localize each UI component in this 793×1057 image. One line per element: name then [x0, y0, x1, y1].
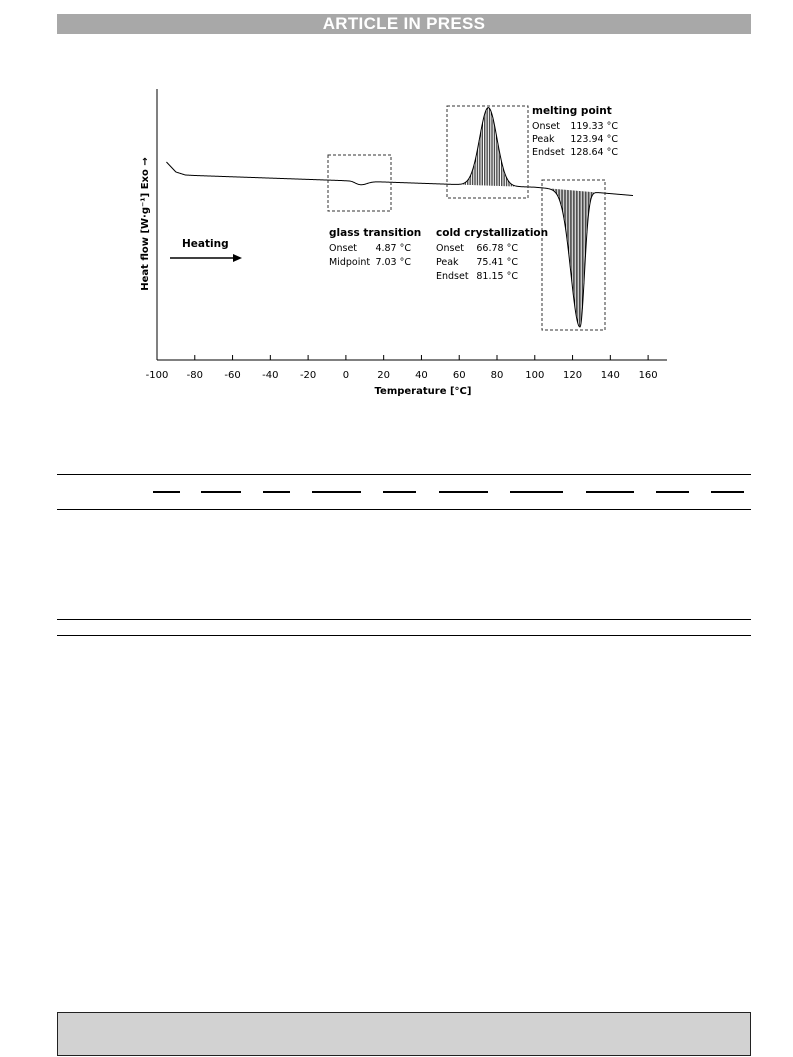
- table-subheader-rule: [711, 491, 744, 493]
- x-tick-label: 0: [342, 370, 350, 381]
- cc-onset-value: 66.78 °C: [476, 243, 518, 254]
- article-in-press-banner: ARTICLE IN PRESS: [57, 14, 751, 34]
- heating-label: Heating: [182, 238, 229, 250]
- gt-midpoint-value: 7.03 °C: [375, 257, 411, 268]
- x-tick-label: 60: [452, 370, 466, 381]
- mp-peak-label: Peak: [532, 134, 555, 145]
- x-axis-label: Temperature [°C]: [374, 386, 472, 397]
- glass-transition-title: glass transition: [329, 227, 422, 239]
- gt-midpoint-label: Midpoint: [329, 257, 371, 268]
- x-ticks: [157, 355, 648, 360]
- dsc-thermogram: [0, 0, 793, 420]
- cc-endset-value: 81.15 °C: [476, 271, 518, 282]
- table-top-rule: [57, 474, 751, 475]
- cc-peak-value: 75.41 °C: [476, 257, 518, 268]
- cold-crystallization-title: cold crystallization: [436, 227, 549, 239]
- table-subheader-rule: [383, 491, 416, 493]
- x-tick-label: -60: [224, 370, 241, 381]
- mp-endset-value: 128.64 °C: [570, 147, 618, 158]
- x-tick-label: 80: [490, 370, 504, 381]
- x-tick-label: 40: [415, 370, 428, 381]
- cc-onset-label: Onset: [436, 243, 465, 254]
- x-tick-label: -40: [262, 370, 279, 381]
- table-footnote-rule: [57, 635, 751, 636]
- table-subheader-rule: [439, 491, 488, 493]
- table-subheader-rule: [510, 491, 563, 493]
- table-bottom-rule: [57, 619, 751, 620]
- x-tick-label: -100: [145, 370, 169, 381]
- x-tick-label: 140: [600, 370, 620, 381]
- x-tick-labels: [146, 370, 658, 381]
- glass-transition-box: [328, 155, 391, 211]
- x-tick-label: 160: [638, 370, 658, 381]
- x-tick-label: -80: [186, 370, 203, 381]
- mp-endset-label: Endset: [532, 147, 565, 158]
- footer-citation-box: [57, 1012, 751, 1056]
- x-tick-label: 20: [377, 370, 391, 381]
- x-tick-label: 120: [563, 370, 583, 381]
- table-subheader-rule: [656, 491, 689, 493]
- cc-peak-label: Peak: [436, 257, 459, 268]
- x-tick-label: -20: [299, 370, 317, 381]
- melting-point-title: melting point: [532, 105, 612, 117]
- table-header-rule: [57, 509, 751, 510]
- heating-arrow-head: [233, 254, 242, 262]
- y-axis-label: Heat flow [W·g⁻¹] Exo →: [140, 157, 151, 291]
- table-subheader-rule: [201, 491, 241, 493]
- gt-onset-value: 4.87 °C: [375, 243, 411, 254]
- gt-onset-label: Onset: [329, 243, 358, 254]
- table-subheader-rule: [586, 491, 634, 493]
- mp-onset-label: Onset: [532, 121, 561, 132]
- table-subheader-rule: [263, 491, 290, 493]
- table-subheader-rule: [312, 491, 361, 493]
- melting-peak-area: [552, 189, 593, 327]
- mp-peak-value: 123.94 °C: [570, 134, 618, 145]
- cc-endset-label: Endset: [436, 271, 469, 282]
- x-tick-label: 100: [525, 370, 545, 381]
- mp-onset-value: 119.33 °C: [570, 121, 618, 132]
- dsc-curve: [166, 108, 633, 327]
- table-subheader-rule: [153, 491, 180, 493]
